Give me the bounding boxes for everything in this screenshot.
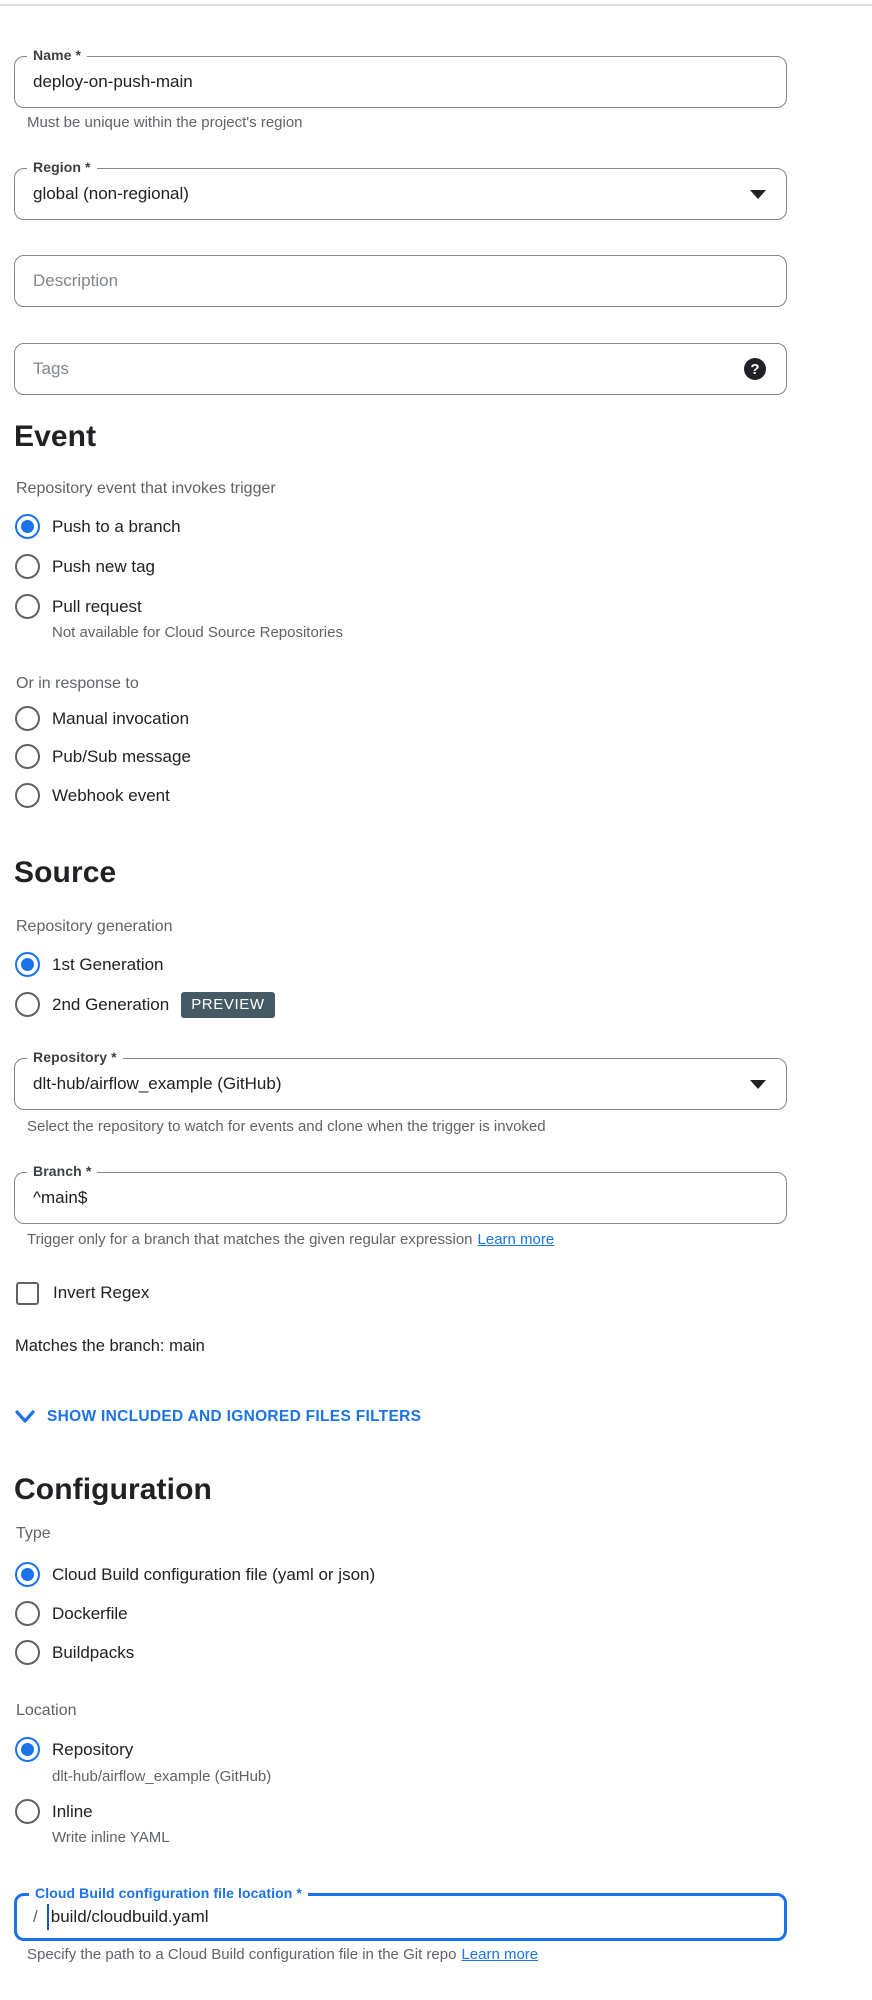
radio-push-to-branch[interactable]: Push to a branch	[15, 514, 181, 539]
config-file-location-prefix: /	[33, 1907, 38, 1926]
radio-icon[interactable]	[15, 1601, 40, 1626]
radio-webhook-event[interactable]: Webhook event	[15, 783, 170, 808]
radio-location-inline[interactable]: Inline	[15, 1799, 93, 1824]
config-file-location-helper: Specify the path to a Cloud Build configuration file in the Git repo Learn more	[27, 1946, 539, 1963]
radio-push-new-tag[interactable]: Push new tag	[15, 554, 155, 579]
event-section-title: Event	[14, 420, 97, 453]
radio-icon[interactable]	[15, 554, 40, 579]
branch-field-label: Branch *	[27, 1163, 97, 1179]
branch-field-value: ^main$	[33, 1188, 88, 1207]
configuration-section-title: Configuration	[14, 1473, 212, 1506]
radio-icon-selected[interactable]	[15, 952, 40, 977]
radio-cloud-build-config-file[interactable]: Cloud Build configuration file (yaml or json)	[15, 1562, 375, 1587]
radio-dockerfile[interactable]: Dockerfile	[15, 1601, 128, 1626]
repository-select-label: Repository *	[27, 1049, 123, 1065]
location-intro: Location	[16, 1702, 77, 1719]
radio-icon-selected[interactable]	[15, 1562, 40, 1587]
dropdown-caret-icon	[750, 1080, 766, 1089]
name-helper: Must be unique within the project's region	[27, 114, 303, 131]
config-file-location-value: build/cloudbuild.yaml	[50, 1907, 209, 1926]
radio-1st-generation[interactable]: 1st Generation	[15, 952, 164, 977]
branch-match-note: Matches the branch: main	[15, 1337, 205, 1355]
preview-badge: PREVIEW	[181, 992, 274, 1018]
repository-select-value: dlt-hub/airflow_example (GitHub)	[33, 1074, 282, 1093]
region-select-label: Region *	[27, 159, 97, 175]
radio-icon[interactable]	[15, 783, 40, 808]
radio-manual-invocation[interactable]: Manual invocation	[15, 706, 189, 731]
config-file-location-label: Cloud Build configuration file location *	[29, 1885, 308, 1901]
branch-learn-more-link[interactable]: Learn more	[477, 1231, 555, 1248]
pull-request-helper: Not available for Cloud Source Repositories	[52, 624, 343, 641]
radio-icon-selected[interactable]	[15, 1737, 40, 1762]
radio-location-repository[interactable]: Repository	[15, 1737, 133, 1762]
radio-icon[interactable]	[15, 1640, 40, 1665]
radio-icon[interactable]	[15, 594, 40, 619]
name-field-value: deploy-on-push-main	[33, 72, 193, 91]
radio-2nd-generation[interactable]: 2nd Generation PREVIEW	[15, 992, 275, 1017]
dropdown-caret-icon	[750, 190, 766, 199]
description-field[interactable]	[14, 255, 787, 307]
or-in-response-intro: Or in response to	[16, 675, 139, 692]
checkbox-icon[interactable]	[16, 1282, 39, 1305]
branch-helper: Trigger only for a branch that matches the given regular expression Learn more	[27, 1231, 555, 1248]
config-file-location-field[interactable]	[14, 1885, 787, 1941]
top-divider	[0, 4, 872, 6]
radio-icon-selected[interactable]	[15, 514, 40, 539]
repository-helper: Select the repository to watch for events and clone when the trigger is invoked	[27, 1118, 546, 1135]
radio-icon[interactable]	[15, 744, 40, 769]
tags-field[interactable]	[14, 343, 787, 395]
repository-generation-intro: Repository generation	[16, 918, 173, 935]
description-placeholder: Description	[33, 271, 119, 290]
event-intro: Repository event that invokes trigger	[16, 480, 276, 497]
tags-placeholder: Tags	[33, 359, 69, 378]
source-section-title: Source	[14, 856, 117, 889]
radio-icon[interactable]	[15, 1799, 40, 1824]
invert-regex-checkbox[interactable]: Invert Regex	[16, 1281, 149, 1305]
radio-pull-request[interactable]: Pull request	[15, 594, 142, 619]
name-field[interactable]	[14, 47, 787, 108]
text-cursor	[47, 1904, 49, 1930]
region-select[interactable]	[14, 159, 787, 220]
chevron-down-icon	[15, 1410, 35, 1424]
radio-pubsub-message[interactable]: Pub/Sub message	[15, 744, 191, 769]
region-select-value: global (non-regional)	[33, 184, 189, 203]
type-intro: Type	[16, 1525, 51, 1542]
tags-help-icon[interactable]: ?	[744, 358, 766, 380]
show-filters-toggle[interactable]: SHOW INCLUDED AND IGNORED FILES FILTERS	[15, 1404, 421, 1430]
radio-icon[interactable]	[15, 706, 40, 731]
radio-icon[interactable]	[15, 992, 40, 1017]
repository-select[interactable]	[14, 1049, 787, 1110]
radio-buildpacks[interactable]: Buildpacks	[15, 1640, 134, 1665]
location-repository-helper: dlt-hub/airflow_example (GitHub)	[52, 1768, 272, 1785]
name-field-label: Name *	[27, 47, 87, 63]
config-file-learn-more-link[interactable]: Learn more	[461, 1946, 539, 1963]
branch-field[interactable]	[14, 1163, 787, 1224]
location-inline-helper: Write inline YAML	[52, 1829, 170, 1846]
